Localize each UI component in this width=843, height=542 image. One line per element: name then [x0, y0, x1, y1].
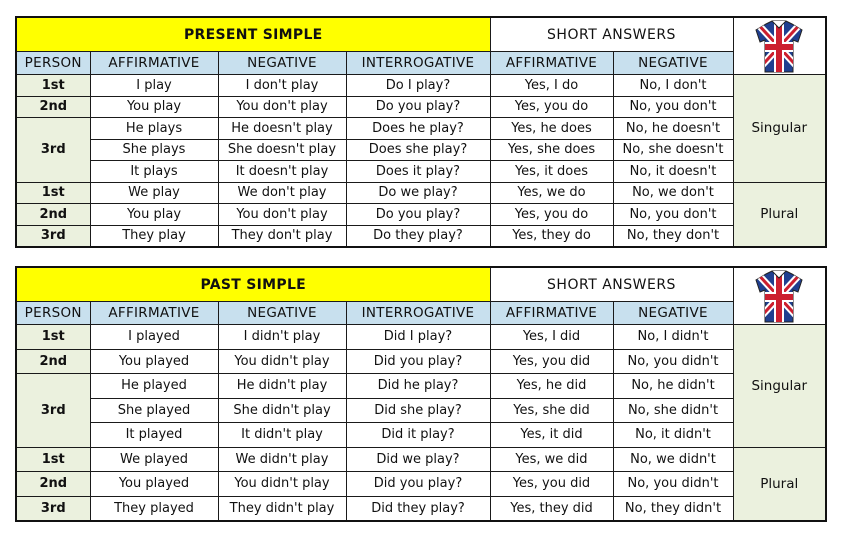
person-cell: 3rd	[16, 118, 90, 183]
negative-cell: We didn't play	[218, 447, 346, 472]
short-yes-cell: Yes, you did	[490, 349, 613, 374]
interrogative-cell: Did he play?	[346, 374, 490, 399]
short-no-cell: No, you don't	[613, 96, 733, 118]
short-yes-cell: Yes, it does	[490, 161, 613, 183]
person-header: PERSON	[16, 52, 90, 75]
short-negative-header: NEGATIVE	[613, 302, 733, 325]
interrogative-cell: Do you play?	[346, 96, 490, 118]
affirmative-cell: It plays	[90, 161, 218, 183]
interrogative-cell: Did it play?	[346, 423, 490, 448]
short-no-cell: No, you didn't	[613, 349, 733, 374]
short-no-cell: No, I don't	[613, 75, 733, 97]
short-no-cell: No, it doesn't	[613, 161, 733, 183]
short-yes-cell: Yes, you did	[490, 472, 613, 497]
table-row	[16, 349, 826, 374]
short-yes-cell: Yes, you do	[490, 204, 613, 226]
interrogative-cell: Did we play?	[346, 447, 490, 472]
short-answers-heading: SHORT ANSWERS	[490, 267, 733, 302]
interrogative-cell: Does he play?	[346, 118, 490, 140]
affirmative-cell: They play	[90, 225, 218, 247]
present-simple-title: PRESENT SIMPLE	[16, 17, 490, 52]
interrogative-cell: Did they play?	[346, 496, 490, 521]
singular-label: Singular	[733, 75, 826, 183]
affirmative-cell: I play	[90, 75, 218, 97]
table-row	[16, 75, 826, 97]
table-row	[16, 225, 826, 247]
person-cell: 1st	[16, 75, 90, 97]
short-no-cell: No, we don't	[613, 182, 733, 204]
affirmative-cell: She played	[90, 398, 218, 423]
interrogative-cell: Does she play?	[346, 139, 490, 161]
person-cell: 2nd	[16, 204, 90, 226]
short-yes-cell: Yes, he does	[490, 118, 613, 140]
affirmative-cell: They played	[90, 496, 218, 521]
singular-label: Singular	[733, 325, 826, 448]
short-no-cell: No, I didn't	[613, 325, 733, 350]
table-row	[16, 161, 826, 183]
affirmative-cell: It played	[90, 423, 218, 448]
table-row	[16, 96, 826, 118]
negative-cell: I don't play	[218, 75, 346, 97]
affirmative-cell: He plays	[90, 118, 218, 140]
short-no-cell: No, we didn't	[613, 447, 733, 472]
interrogative-cell: Does it play?	[346, 161, 490, 183]
negative-cell: They didn't play	[218, 496, 346, 521]
affirmative-cell: You played	[90, 349, 218, 374]
table-row	[16, 325, 826, 350]
interrogative-cell: Do they play?	[346, 225, 490, 247]
short-yes-cell: Yes, I do	[490, 75, 613, 97]
interrogative-cell: Did you play?	[346, 349, 490, 374]
short-yes-cell: Yes, we do	[490, 182, 613, 204]
affirmative-cell: We played	[90, 447, 218, 472]
short-yes-cell: Yes, you do	[490, 96, 613, 118]
short-yes-cell: Yes, they did	[490, 496, 613, 521]
short-no-cell: No, they don't	[613, 225, 733, 247]
person-cell: 3rd	[16, 225, 90, 247]
negative-cell: She doesn't play	[218, 139, 346, 161]
short-no-cell: No, he didn't	[613, 374, 733, 399]
affirmative-cell: You played	[90, 472, 218, 497]
table-row	[16, 398, 826, 423]
affirmative-header: AFFIRMATIVE	[90, 302, 218, 325]
affirmative-cell: You play	[90, 204, 218, 226]
present-simple-table	[15, 16, 827, 248]
uk-flag-shirt-icon	[733, 267, 826, 325]
short-no-cell: No, she doesn't	[613, 139, 733, 161]
short-no-cell: No, it didn't	[613, 423, 733, 448]
negative-cell: They don't play	[218, 225, 346, 247]
person-header: PERSON	[16, 302, 90, 325]
negative-cell: She didn't play	[218, 398, 346, 423]
short-yes-cell: Yes, she did	[490, 398, 613, 423]
table-row	[16, 182, 826, 204]
past-simple-title: PAST SIMPLE	[16, 267, 490, 302]
person-cell: 2nd	[16, 472, 90, 497]
short-affirmative-header: AFFIRMATIVE	[490, 52, 613, 75]
negative-cell: He doesn't play	[218, 118, 346, 140]
table-row	[16, 374, 826, 399]
interrogative-cell: Did you play?	[346, 472, 490, 497]
person-cell: 3rd	[16, 374, 90, 448]
person-cell: 1st	[16, 182, 90, 204]
negative-header: NEGATIVE	[218, 302, 346, 325]
short-answers-heading: SHORT ANSWERS	[490, 17, 733, 52]
interrogative-cell: Do we play?	[346, 182, 490, 204]
short-yes-cell: Yes, he did	[490, 374, 613, 399]
negative-cell: You don't play	[218, 96, 346, 118]
affirmative-cell: We play	[90, 182, 218, 204]
table-row	[16, 472, 826, 497]
negative-cell: I didn't play	[218, 325, 346, 350]
negative-cell: You didn't play	[218, 472, 346, 497]
short-yes-cell: Yes, she does	[490, 139, 613, 161]
interrogative-cell: Do you play?	[346, 204, 490, 226]
affirmative-cell: I played	[90, 325, 218, 350]
negative-cell: It didn't play	[218, 423, 346, 448]
past-simple-table	[15, 266, 827, 522]
interrogative-cell: Did she play?	[346, 398, 490, 423]
affirmative-cell: He played	[90, 374, 218, 399]
short-negative-header: NEGATIVE	[613, 52, 733, 75]
affirmative-header: AFFIRMATIVE	[90, 52, 218, 75]
negative-header: NEGATIVE	[218, 52, 346, 75]
uk-flag-shirt-icon	[733, 17, 826, 75]
short-no-cell: No, she didn't	[613, 398, 733, 423]
short-no-cell: No, you don't	[613, 204, 733, 226]
negative-cell: You didn't play	[218, 349, 346, 374]
short-yes-cell: Yes, we did	[490, 447, 613, 472]
person-cell: 2nd	[16, 96, 90, 118]
table-row	[16, 423, 826, 448]
short-no-cell: No, they didn't	[613, 496, 733, 521]
negative-cell: We don't play	[218, 182, 346, 204]
short-yes-cell: Yes, it did	[490, 423, 613, 448]
plural-label: Plural	[733, 447, 826, 521]
table-row	[16, 204, 826, 226]
short-affirmative-header: AFFIRMATIVE	[490, 302, 613, 325]
person-cell: 1st	[16, 447, 90, 472]
negative-cell: You don't play	[218, 204, 346, 226]
table-row	[16, 496, 826, 521]
table-row	[16, 447, 826, 472]
short-yes-cell: Yes, I did	[490, 325, 613, 350]
short-yes-cell: Yes, they do	[490, 225, 613, 247]
interrogative-header: INTERROGATIVE	[346, 52, 490, 75]
interrogative-header: INTERROGATIVE	[346, 302, 490, 325]
negative-cell: It doesn't play	[218, 161, 346, 183]
person-cell: 2nd	[16, 349, 90, 374]
interrogative-cell: Did I play?	[346, 325, 490, 350]
person-cell: 3rd	[16, 496, 90, 521]
table-row	[16, 139, 826, 161]
interrogative-cell: Do I play?	[346, 75, 490, 97]
person-cell: 1st	[16, 325, 90, 350]
table-row	[16, 118, 826, 140]
affirmative-cell: You play	[90, 96, 218, 118]
affirmative-cell: She plays	[90, 139, 218, 161]
plural-label: Plural	[733, 182, 826, 247]
short-no-cell: No, he doesn't	[613, 118, 733, 140]
short-no-cell: No, you didn't	[613, 472, 733, 497]
negative-cell: He didn't play	[218, 374, 346, 399]
